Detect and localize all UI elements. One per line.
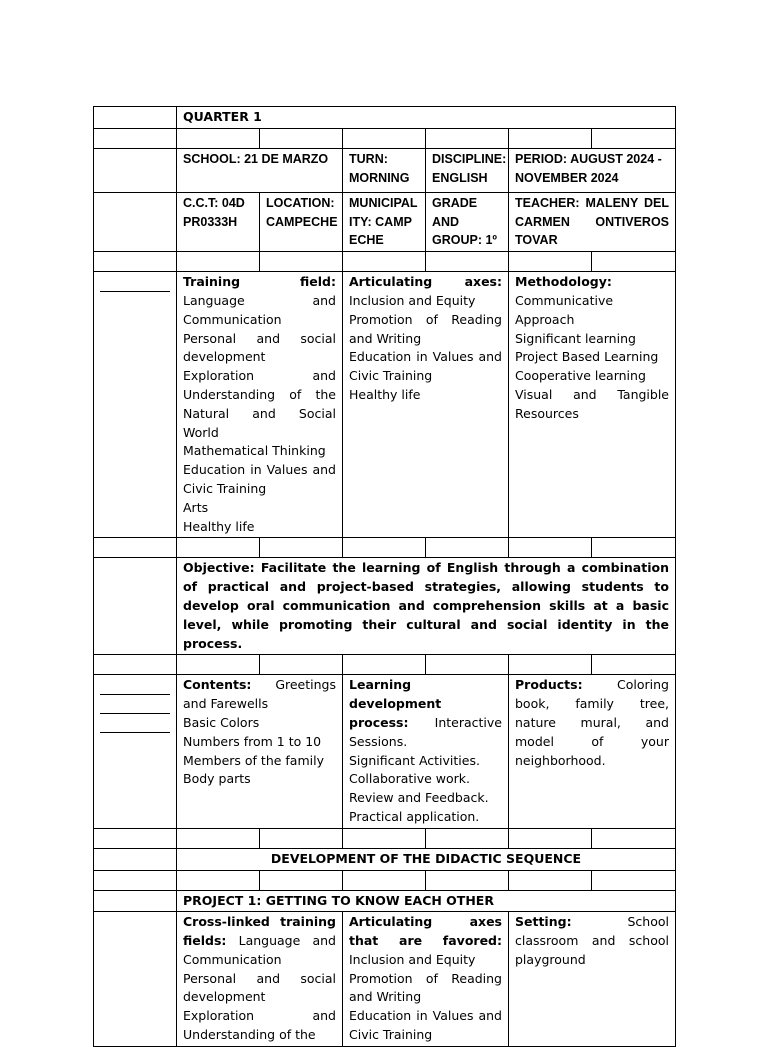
methodology-label: Methodology:: [515, 274, 612, 290]
cell-line: Numbers from 1 to 10: [183, 733, 322, 749]
cell-line: Communicative Approach: [515, 292, 614, 327]
learning-process-label: Learning development process:: [349, 677, 442, 730]
articulating-axes-label: Articulating axes:: [349, 274, 502, 290]
objective-cell: Objective: Facilitate the learning of English through a combination of practical and project-based strategies, allowing students to develop oral communication and comprehension skills at a basic level, while promoting their cultural and social identity in the process.: [177, 558, 676, 655]
discipline-cell: DISCIPLINE: ENGLISH: [426, 148, 509, 192]
empty-cell: [177, 828, 260, 848]
empty-cell: [426, 252, 509, 272]
cell-line: Project Based Learning: [515, 349, 659, 365]
empty-cell: [94, 272, 177, 538]
contents-label: Contents:: [183, 677, 252, 693]
empty-cell: [94, 128, 177, 148]
empty-cell: [260, 655, 343, 675]
empty-cell: [509, 538, 592, 558]
cell-line: Collaborative work.: [349, 771, 471, 787]
empty-cell: [94, 148, 177, 192]
cell-line: Personal and social development: [183, 330, 336, 365]
products-text: Coloring book, family tree, nature mural, and model of your neighborhood.: [515, 677, 669, 768]
school-cell: SCHOOL: 21 DE MARZO: [177, 148, 343, 192]
cell-line: Significant learning: [515, 330, 636, 346]
empty-cell: [509, 655, 592, 675]
favored-axes-cell: [343, 912, 509, 1047]
products-cell: [509, 675, 676, 828]
learning-process-first: Interactive Sessions.: [349, 714, 502, 749]
cell-line: Healthy life: [183, 518, 255, 534]
cross-linked-first: Language and Communication: [183, 933, 336, 967]
empty-cell: [592, 828, 676, 848]
cell-line: Review and Feedback.: [349, 790, 489, 806]
empty-cell: [94, 192, 177, 251]
empty-cell: [260, 828, 343, 848]
development-title: DEVELOPMENT OF THE DIDACTIC SEQUENCE: [177, 848, 676, 870]
training-field-first: Language and Communication: [183, 292, 336, 327]
cell-line: Personal and social development: [183, 970, 336, 1005]
empty-cell: [177, 128, 260, 148]
empty-cell: [260, 538, 343, 558]
empty-cell: [509, 252, 592, 272]
cell-line: Healthy life: [349, 386, 421, 402]
empty-cell: [94, 107, 177, 129]
empty-cell: [592, 128, 676, 148]
learning-process-cell: [343, 675, 509, 828]
empty-cell: [426, 128, 509, 148]
empty-cell: [177, 655, 260, 675]
favored-axes-label: Articulating axes that are favored:: [349, 914, 502, 949]
empty-cell: [343, 870, 426, 890]
cell-line: Education in Values and Civic Training: [349, 1008, 502, 1043]
empty-cell: [94, 828, 177, 848]
empty-cell: [94, 655, 177, 675]
setting-cell: [509, 912, 676, 1047]
empty-cell: [94, 252, 177, 272]
empty-cell: [592, 655, 676, 675]
cell-line: Cooperative learning: [515, 368, 646, 384]
empty-cell: [592, 252, 676, 272]
cell-line: Body parts: [183, 771, 251, 787]
contents-cell: [177, 675, 343, 828]
empty-cell: [94, 870, 177, 890]
favored-axes-first: Inclusion and Equity: [349, 951, 476, 967]
empty-cell: [592, 870, 676, 890]
empty-cell: [94, 558, 177, 655]
empty-cell: [260, 128, 343, 148]
empty-cell: [177, 252, 260, 272]
cell-line: Arts: [183, 499, 209, 515]
setting-label: Setting:: [515, 914, 572, 930]
empty-cell: [509, 828, 592, 848]
empty-cell: [260, 252, 343, 272]
cell-line: Promotion of Reading and Writing: [349, 970, 502, 1005]
cell-line: Mathematical Thinking: [183, 443, 326, 459]
empty-cell: [343, 538, 426, 558]
empty-cell: [426, 870, 509, 890]
cell-line: Members of the family: [183, 752, 324, 768]
cell-line: Exploration and Understanding of the Natural and Social World: [183, 368, 336, 440]
cross-linked-cell: [177, 912, 343, 1047]
empty-cell: [426, 655, 509, 675]
cell-line: Basic Colors: [183, 714, 260, 730]
empty-cell: [343, 828, 426, 848]
turn-cell: TURN: MORNING: [343, 148, 426, 192]
empty-cell: [94, 675, 177, 828]
empty-cell: [343, 128, 426, 148]
contents-first: Greetings and Farewells: [183, 677, 336, 712]
cell-line: Practical application.: [349, 808, 480, 824]
cell-line: Visual and Tangible Resources: [515, 386, 669, 421]
cross-linked-label: Cross-linked training fields:: [183, 914, 336, 949]
cell-line: Exploration and Understanding of the: [183, 1008, 336, 1043]
cell-line: Promotion of Reading and Writing: [349, 311, 502, 346]
cell-line: Education in Values and Civic Training: [183, 462, 336, 496]
period-cell: PERIOD: AUGUST 2024 -NOVEMBER 2024: [509, 148, 676, 192]
empty-cell: [260, 870, 343, 890]
cell-line: Significant Activities.: [349, 752, 480, 768]
empty-cell: [94, 912, 177, 1047]
training-field-label: Training field:: [183, 274, 336, 290]
empty-cell: [177, 538, 260, 558]
cell-line: Education in Values and Civic Training: [349, 349, 502, 384]
empty-cell: [509, 870, 592, 890]
grade-group-cell: GRADE AND GROUP: 1º: [426, 192, 509, 251]
empty-cell: [592, 538, 676, 558]
location-cell: LOCATION: CAMPECHE: [260, 192, 343, 251]
setting-text: School classroom and school playground: [515, 914, 669, 967]
cct-cell: C.C.T: 04DPR0333H: [177, 192, 260, 251]
cell-line: Inclusion and Equity: [349, 292, 476, 308]
quarter-title: QUARTER 1: [177, 107, 676, 129]
methodology-cell: [509, 272, 676, 538]
empty-cell: [509, 128, 592, 148]
project-title: PROJECT 1: GETTING TO KNOW EACH OTHER: [177, 890, 676, 912]
empty-cell: [343, 655, 426, 675]
municipality-cell: MUNICIPALITY: CAMPECHE: [343, 192, 426, 251]
products-label: Products:: [515, 677, 583, 693]
empty-cell: [94, 538, 177, 558]
planning-table: [93, 106, 676, 1047]
empty-cell: [94, 848, 177, 870]
empty-cell: [94, 890, 177, 912]
articulating-axes-cell: [343, 272, 509, 538]
empty-cell: [426, 538, 509, 558]
training-field-cell: [177, 272, 343, 538]
empty-cell: [343, 252, 426, 272]
empty-cell: [177, 870, 260, 890]
empty-cell: [426, 828, 509, 848]
teacher-cell: TEACHER: MALENY DEL CARMEN ONTIVEROS TOVAR: [509, 192, 676, 251]
